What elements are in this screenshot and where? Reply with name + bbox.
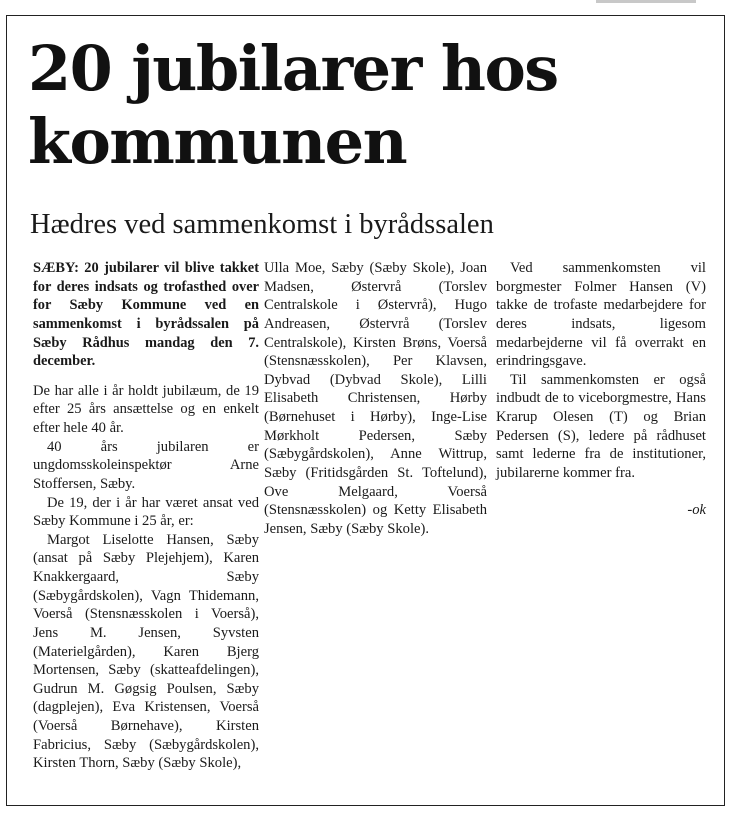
body-paragraph-5: Ved sammenkomsten vil borgmester Folmer Hansen (V) takke de trofaste medarbejdere for deres indsats, ligesom medarbejderne vil få overrakt en erindringsgave. bbox=[496, 260, 706, 370]
byline-signature: -ok bbox=[687, 501, 706, 518]
body-paragraph-2: 40 års jubilaren er ungdomsskoleinspektør Arne Stoffersen, Sæby. bbox=[33, 438, 259, 492]
lead-paragraph: SÆBY: 20 jubilarer vil blive takket for deres indsats og trofasthed over for Sæby Kommune ved en sammenkomst i byrådssalen på Sæby Rådhus mandag den 7. december. bbox=[33, 260, 259, 370]
body-paragraph-4: Margot Liselotte Hansen, Sæby (ansat på Sæby Plejehjem), Karen Knakkergaard, Sæby (Sæbygårdskolen), Vagn Thidemann, Voerså (Stensnæsskolen i Voerså), Jens M. Jensen, Syvsten (Materielgården), Karen Bjerg Mortensen, Sæby (skatteafdelingen), Gudrun M. Gøgsig Poulsen, Sæby (dagplejen), Eva Kristensen, Voerså (Voerså Børnehave), Kirsten Fabricius, Sæby (Sæbygårdskolen), Kirsten Thorn, Sæby (Sæby Skole), bbox=[33, 531, 259, 772]
body-paragraph-1: De har alle i år holdt jubilæum, de 19 efter 25 års ansættelse og en enkelt efter hele 40 år. bbox=[33, 382, 259, 436]
subheadline: Hædres ved sammenkomst i byrådssalen bbox=[30, 209, 494, 240]
body-paragraph-6: Til sammenkomsten er også indbudt de to viceborgmestre, Hans Krarup Olesen (T) og Brian Pedersen (S), ledere på rådhuset samt lederne fra de institutioner, jubilarerne kommer fra. bbox=[496, 371, 706, 481]
column-1 bbox=[33, 259, 259, 773]
body-paragraph-3: De 19, der i år har været ansat ved Sæby Kommune i 25 år, er: bbox=[33, 494, 259, 530]
page-edge-mark bbox=[596, 0, 696, 3]
body-paragraph-4-cont: Ulla Moe, Sæby (Sæby Skole), Joan Madsen, Østervrå (Torslev Centralskole i Østervrå), Hugo Andreasen, Østervrå (Torslev Centralskole), Kirsten Brøns, Voerså (Stensnæsskolen), Per Klavsen, Dybvad (Dybvad Skole), Lilli Elisabeth Christensen, Hørby (Børnehuset i Hørby), Inge-Lise Mørkholt Pedersen, Sæby (Sæbygårdskolen), Anne Wittrup, Sæby (Fritidsgården St. Toftelund), Ove Melgaard, Voerså (Stensnæsskolen) og Ketty Elisabeth Jensen, Sæby (Sæby Skole). bbox=[264, 260, 487, 537]
column-2 bbox=[264, 259, 487, 538]
headline: 20 jubilarer hos kommunen bbox=[28, 32, 558, 178]
column-3 bbox=[496, 259, 706, 519]
